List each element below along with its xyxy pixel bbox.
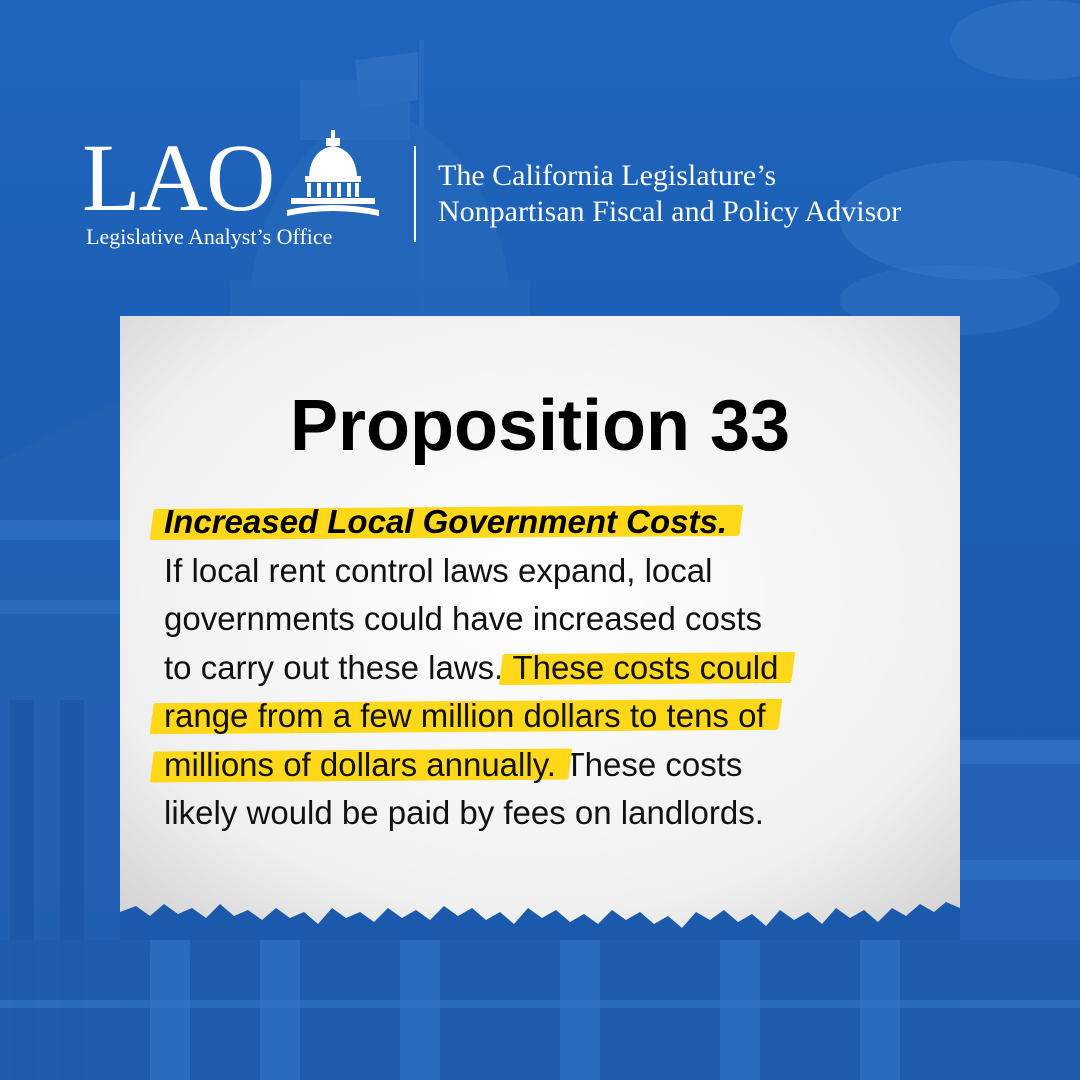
highlighted-text: These costs could (512, 648, 779, 686)
lao-logo-subtitle: Legislative Analyst’s Office (86, 224, 333, 249)
lao-logo-text: LAO (82, 124, 274, 231)
text-line-6 (164, 741, 924, 790)
text-line-7: likely would be paid by fees on landlords. (164, 794, 764, 831)
tagline-line-2: Nonpartisan Fiscal and Policy Advisor (438, 195, 902, 228)
header-divider (414, 146, 416, 242)
text-line-1 (164, 498, 924, 547)
card-body (164, 498, 924, 838)
highlighted-heading: Increased Local Government Costs. (164, 503, 728, 540)
capitol-dome-icon (285, 128, 381, 224)
proposition-title: Proposition 33 (289, 386, 791, 466)
text-line-2: If local rent control laws expand, local (164, 551, 713, 589)
text-line-4 (164, 644, 924, 693)
tagline-line-1: The California Legislature’s (438, 159, 777, 192)
plain-text: to carry out these laws. (164, 648, 504, 686)
tagline (438, 158, 901, 230)
text-line-5 (164, 692, 924, 741)
highlighted-text: millions of dollars annually. (164, 745, 556, 783)
plain-text: These costs (564, 745, 743, 783)
text-line-3: governments could have increased costs (164, 600, 762, 637)
highlighted-text: range from a few million dollars to tens of (164, 697, 766, 734)
lao-header (82, 124, 1022, 249)
